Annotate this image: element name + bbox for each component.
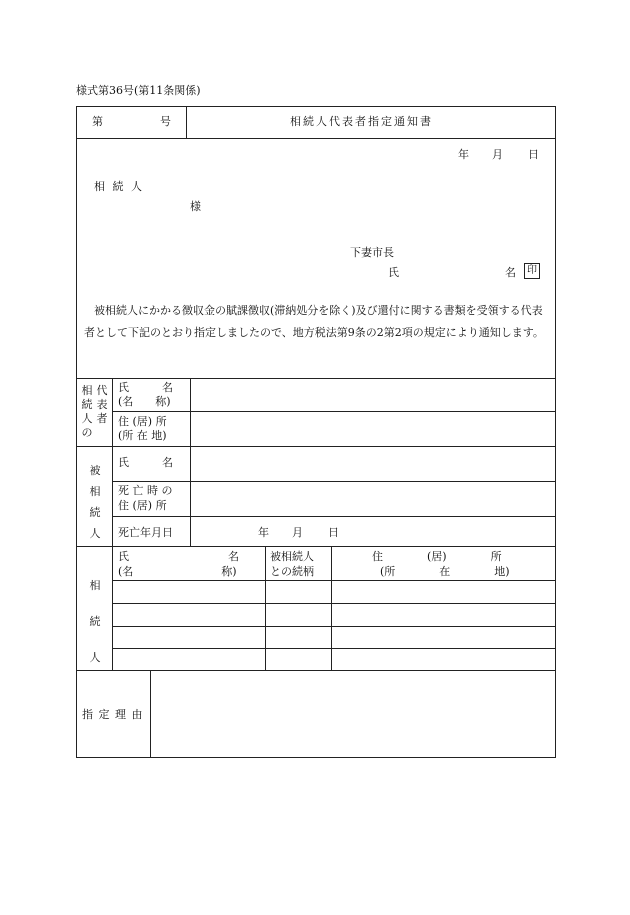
heirs-header-line <box>112 580 556 581</box>
death-date-month: 月 <box>292 526 303 539</box>
date-month: 月 <box>492 148 503 161</box>
heirs-row-line-1 <box>112 603 556 604</box>
heirs-col-address-1: 住 (居) 所 <box>372 550 502 563</box>
deceased-side-label: 被相続人 <box>89 464 101 540</box>
deceased-address-label-2: 住 (居) 所 <box>118 499 167 512</box>
date-day: 日 <box>528 148 539 161</box>
label-value-split <box>190 378 191 546</box>
heirs-side-label: 相続人 <box>89 579 101 664</box>
header-split <box>186 106 187 138</box>
rep-address-sub: (所 在 地) <box>118 429 167 442</box>
rep-mid-line <box>112 411 556 412</box>
heirs-top-line <box>76 546 556 547</box>
reason-top-line <box>76 670 556 671</box>
recipient-label: 相 続 人 <box>94 180 144 193</box>
heirs-relation-split <box>331 546 332 670</box>
heirs-col-name-1: 氏 名 <box>118 550 239 563</box>
death-date-year: 年 <box>258 526 269 539</box>
reason-split <box>150 670 151 758</box>
header-divider <box>76 138 556 139</box>
heirs-col-address-2: (所 在 地) <box>380 565 510 578</box>
death-date-day: 日 <box>328 526 339 539</box>
rep-side-label-col1: 相続人の <box>81 384 93 439</box>
rep-name-label: 氏 名 <box>118 381 173 394</box>
heirs-name-split <box>265 546 266 670</box>
rep-top-line <box>76 378 556 379</box>
death-date-label: 死亡年月日 <box>118 526 173 539</box>
deceased-top-line <box>76 446 556 447</box>
document-title: 相続人代表者指定通知書 <box>290 115 433 128</box>
number-label-dai: 第 <box>92 115 103 128</box>
side-label-split <box>112 378 113 546</box>
heirs-row-line-3 <box>112 648 556 649</box>
date-year: 年 <box>458 148 469 161</box>
rep-side-label-col2: 代表者 <box>96 384 108 425</box>
sender-name-label-1: 氏 <box>388 266 399 279</box>
notice-body-text: 被相続人にかかる徴収金の賦課徴収(滞納処分を除く)及び還付に関する書類を受領する代表者として下記のとおり指定しましたので、地方税法第9条の2第2項の規定により通知します。 <box>84 304 544 339</box>
deceased-address-label-1: 死 亡 時 の <box>118 484 173 497</box>
heirs-col-name-2: (名 称) <box>118 565 237 578</box>
designation-reason-label: 指 定 理 由 <box>82 708 144 721</box>
deceased-line-1 <box>112 481 556 482</box>
heirs-col-relation-1: 被相続人 <box>270 550 314 563</box>
number-label-go: 号 <box>160 115 171 128</box>
deceased-name-label: 氏 名 <box>118 456 173 469</box>
rep-name-sub: (名 称) <box>118 395 171 408</box>
heirs-col-relation-2: との続柄 <box>270 565 314 578</box>
rep-address-label: 住 (居) 所 <box>118 415 167 428</box>
heirs-side-split <box>112 546 113 670</box>
seal-mark: 印 <box>524 263 540 279</box>
heirs-row-line-2 <box>112 626 556 627</box>
sender-name-label-2: 名 <box>505 266 516 279</box>
deceased-line-2 <box>112 516 556 517</box>
recipient-honorific: 様 <box>190 200 201 213</box>
sender-title: 下妻市長 <box>350 246 394 259</box>
form-number: 様式第36号(第11条関係) <box>76 84 201 97</box>
